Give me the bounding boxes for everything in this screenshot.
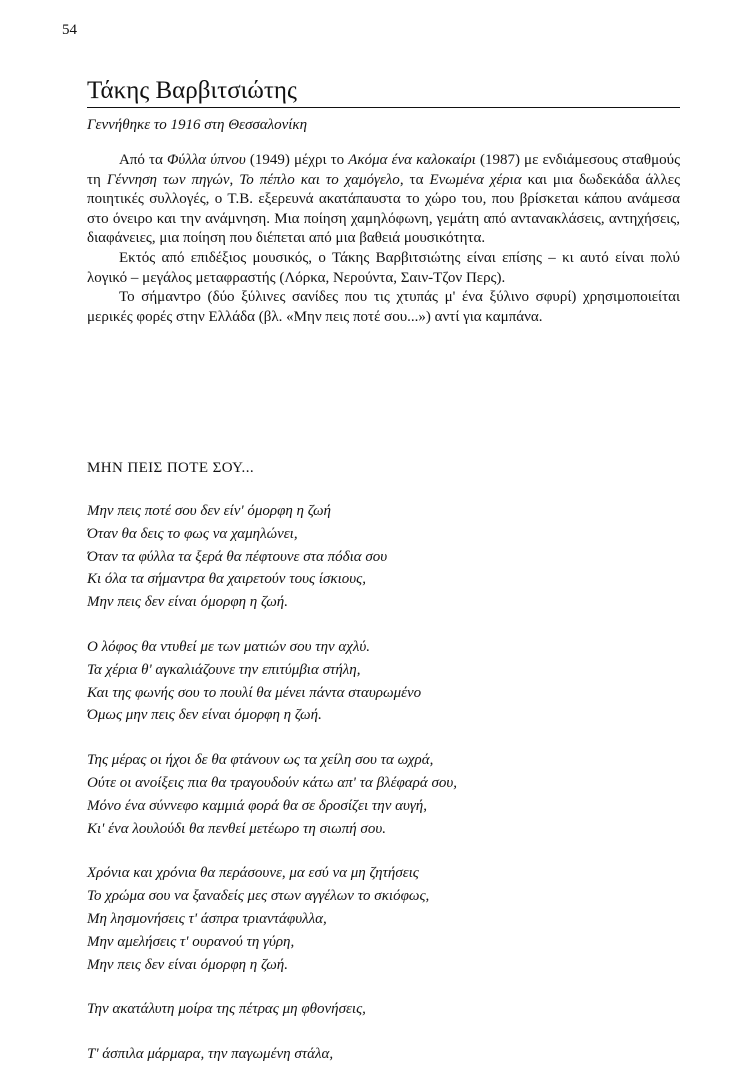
- poem-line: Της μέρας οι ήχοι δε θα φτάνουν ως τα χείλη σου τα ωχρά,: [87, 752, 434, 769]
- poem-line: Μην πεις ποτέ σου δεν είν' όμορφη η ζωή: [87, 503, 331, 519]
- poem-line: Ούτε οι ανοίξεις πια θα τραγουδούν κάτω απ' τα βλέφαρά σου,: [87, 774, 458, 791]
- poem-line: Και της φωνής σου το πουλί θα μένει πάντα σταυρωμένο: [87, 684, 422, 701]
- bio-paragraph-1: [87, 151, 680, 249]
- poem-line: Κι' ένα λουλούδι θα πενθεί μετέωρο τη σιωπή σου.: [87, 820, 386, 837]
- bio-text: και μια δωδεκάδα άλλες ποιητικές συλλογές, ο Τ.Β. εξερευνά ακατάπαυστα το χώρο του, που βρίσκεται κάπου ανάμεσα στο όνειρο και την ανάμνηση. Μια ποίηση χαμηλόφωνη, γεμάτη από αντανακλάσεις, αντηχήσεις, διαφάνειες, μια ποίηση που διέπεται από μια βαθειά μουσικότητα.: [87, 171, 681, 247]
- poem-line: Μην αμελήσεις τ' ουρανού τη γύρη,: [87, 933, 295, 950]
- poem-line: Το χρώμα σου να ξαναδείς μες στων αγγέλων το σκιόφως,: [87, 888, 430, 905]
- book-title: Γέννηση των πηγών: [106, 171, 230, 188]
- poem-line: Μη λησμονήσεις τ' άσπρα τριαντάφυλλα,: [87, 910, 327, 927]
- poem-stanza: [87, 1043, 680, 1066]
- poem-stanza: [87, 500, 680, 614]
- poem-line: Μόνο ένα σύννεφο καμμιά φορά θα σε δροσίζει την αυγή,: [87, 797, 427, 814]
- poem-line: Ο λόφος θα ντυθεί με των ματιών σου την αχλύ.: [87, 638, 371, 655]
- poem-line: Όταν τα φύλλα τα ξερά θα πέφτουνε στα πόδια σου: [87, 548, 388, 565]
- biography: [87, 151, 680, 327]
- book-title: Ενωμένα χέρια: [429, 171, 522, 188]
- bio-text: Από τα: [119, 152, 168, 168]
- poem-line: Όμως μην πεις δεν είναι όμορφη η ζωή.: [87, 707, 322, 724]
- poem-line: Κι όλα τα σήμαντρα θα χαιρετούν τους ίσκιους,: [87, 571, 366, 588]
- author-name: Τάκης Βαρβιτσιώτης: [87, 77, 297, 104]
- poem-line: Τα χέρια θ' αγκαλιάζουνε την επιτύμβια στήλη,: [87, 661, 361, 678]
- poem-line: Χρόνια και χρόνια θα περάσουνε, μα εσύ να μη ζητήσεις: [87, 865, 419, 882]
- poem-line: Την ακατάλυτη μοίρα της πέτρας μη φθονήσεις,: [87, 1001, 366, 1018]
- book-title: Το πέπλο και το χαμόγελο: [239, 171, 400, 188]
- bio-text: , τα: [399, 171, 430, 188]
- poem-line: Τ' άσπιλα μάρμαρα, την παγωμένη στάλα,: [87, 1046, 334, 1063]
- author-birth: Γεννήθηκε το 1916 στη Θεσσαλονίκη: [87, 117, 308, 133]
- poem-title: ΜΗΝ ΠΕΙΣ ΠΟΤΕ ΣΟΥ...: [87, 460, 255, 476]
- poem-stanza: [87, 998, 680, 1021]
- bio-text: ,: [229, 171, 240, 188]
- poem-line: Μην πεις δεν είναι όμορφη η ζωή.: [87, 956, 288, 973]
- poem-line: Όταν θα δεις το φως να χαμηλώνει,: [87, 525, 298, 542]
- bio-paragraph-3: Το σήμαντρο (δύο ξύλινες σανίδες που τις χτυπάς μ' ένα ξύλινο σφυρί) χρησιμοποιείται μερικές φορές στην Ελλάδα (βλ. «Μην πεις ποτέ σου...») αντί για καμπάνα.: [87, 289, 680, 325]
- page-number: 54: [62, 22, 77, 38]
- bio-paragraph-2: Εκτός από επιδέξιος μουσικός, ο Τάκης Βαρβιτσιώτης είναι επίσης – κι αυτό είναι πολύ λογικό – μεγάλος μεταφραστής (Λόρκα, Νερούντα, Σαιν-Τζον Περς).: [87, 249, 680, 286]
- book-title: Φύλλα ύπνου: [167, 152, 246, 168]
- author-header: [87, 76, 680, 134]
- bio-text: (1987) με ενδιάμεσους σταθμούς τη: [87, 152, 681, 188]
- title-rule: [87, 107, 680, 108]
- book-title: Ακόμα ένα καλοκαίρι: [348, 152, 476, 168]
- poem-stanza: [87, 862, 680, 976]
- poem-body: [87, 500, 680, 1088]
- poem-stanza: [87, 636, 680, 727]
- poem-stanza: [87, 749, 680, 840]
- poem-line: Μην πεις δεν είναι όμορφη η ζωή.: [87, 594, 288, 611]
- bio-text: (1949) μέχρι το: [245, 152, 349, 168]
